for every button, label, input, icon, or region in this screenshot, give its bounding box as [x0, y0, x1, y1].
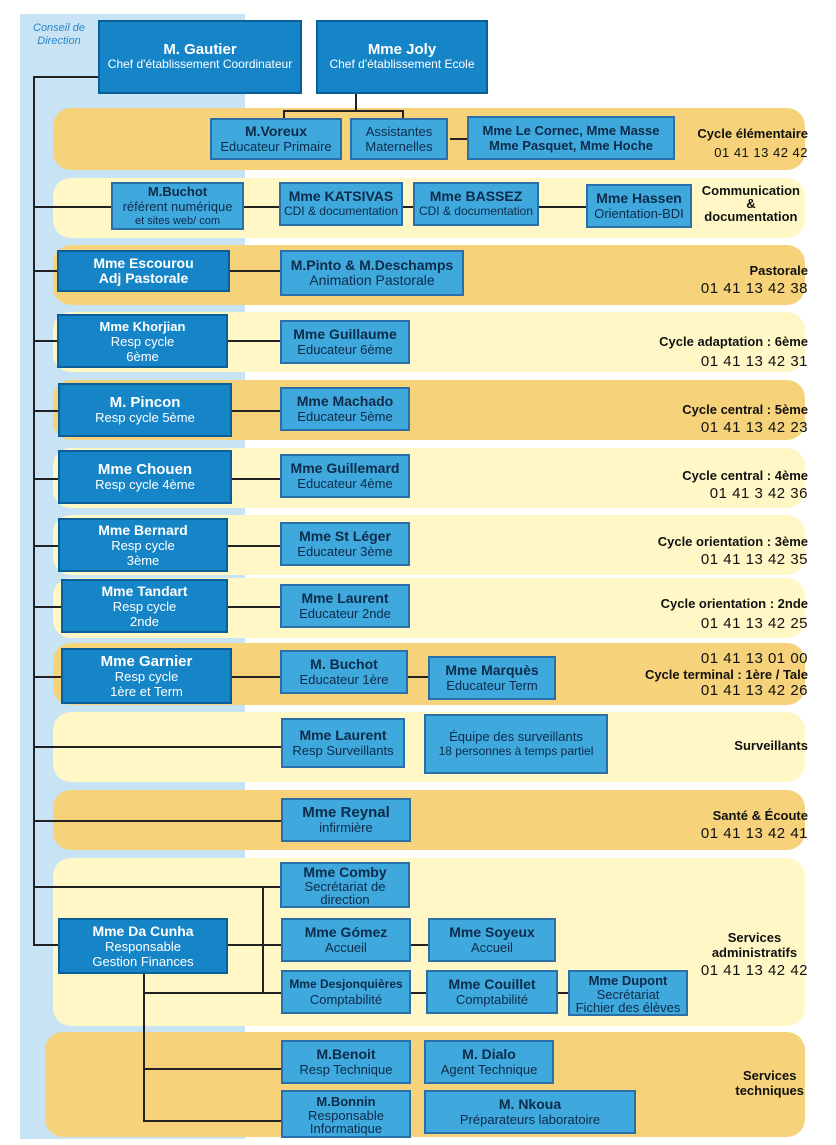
- cycle-terminal-label: 01 41 13 01 00 Cycle terminal : 1ère / Tale 01 41 13 42 26: [644, 650, 808, 699]
- desjonquieres-box[interactable]: Mme Desjonquières Comptabilité: [281, 970, 411, 1014]
- line-row-4: [33, 478, 58, 480]
- line-terminal-link2: [408, 676, 430, 678]
- bassez-box[interactable]: Mme BASSEZ CDI & documentation: [413, 182, 539, 226]
- pinto-deschamps-box[interactable]: M.Pinto & M.Deschamps Animation Pastorale: [280, 250, 464, 296]
- line-row-2nde: [33, 606, 61, 608]
- buchot-numerique-box[interactable]: M.Buchot référent numérique et sites web/ com: [111, 182, 244, 230]
- line-6-link: [228, 340, 280, 342]
- line-row-6: [33, 340, 58, 342]
- line-row-surveillants: [33, 746, 281, 748]
- assistantes-box[interactable]: Assistantes Maternelles: [350, 118, 448, 160]
- line-row-dacunha: [33, 944, 61, 946]
- machado-box[interactable]: Mme Machado Educateur 5ème: [280, 387, 410, 431]
- line-2nde-link: [228, 606, 280, 608]
- line-tech-vertical: [143, 972, 145, 1122]
- hassen-box[interactable]: Mme Hassen Orientation-BDI: [586, 184, 692, 228]
- line-tech-bonnin: [143, 1120, 281, 1122]
- line-row-terminal: [33, 676, 61, 678]
- nkoua-box[interactable]: M. Nkoua Préparateurs laboratoire: [424, 1090, 636, 1134]
- line-dacunha-gomez: [228, 944, 281, 946]
- garnier-box[interactable]: Mme Garnier Resp cycle 1ère et Term: [61, 648, 232, 704]
- line-admin-vertical: [262, 886, 264, 992]
- line-row-communication: [33, 206, 111, 208]
- line-pastorale-link: [230, 270, 280, 272]
- line-row-comby: [33, 886, 281, 888]
- gautier-box[interactable]: M. Gautier Chef d'établissement Coordinateur: [98, 20, 302, 94]
- dacunha-box[interactable]: Mme Da Cunha Responsable Gestion Finances: [58, 918, 228, 974]
- guillaume-box[interactable]: Mme Guillaume Educateur 6ème: [280, 320, 410, 364]
- services-techniques-label: Services techniques: [735, 1068, 804, 1098]
- line-to-gautier: [33, 76, 98, 78]
- pincon-box[interactable]: M. Pincon Resp cycle 5ème: [58, 383, 232, 437]
- buchot-1ere-box[interactable]: M. Buchot Educateur 1ère: [280, 650, 408, 694]
- line-to-voreux: [283, 110, 285, 118]
- lecornec-box[interactable]: Mme Le Cornec, Mme Masse Mme Pasquet, Mme Hoche: [467, 116, 675, 160]
- couillet-box[interactable]: Mme Couillet Comptabilité: [426, 970, 558, 1014]
- line-admin-compta: [143, 992, 281, 994]
- line-3-link: [228, 545, 280, 547]
- soyeux-box[interactable]: Mme Soyeux Accueil: [428, 918, 556, 962]
- escourou-box[interactable]: Mme Escourou Adj Pastorale: [57, 250, 230, 292]
- reynal-box[interactable]: Mme Reynal infirmière: [281, 798, 411, 842]
- laurent-2nde-box[interactable]: Mme Laurent Educateur 2nde: [280, 584, 410, 628]
- comby-box[interactable]: Mme Comby Secrétariat de direction: [280, 862, 410, 908]
- gomez-box[interactable]: Mme Gómez Accueil: [281, 918, 411, 962]
- cycle-4-label: Cycle central : 4ème 01 41 3 42 36: [682, 468, 808, 502]
- line-4-link: [232, 478, 280, 480]
- guillemard-box[interactable]: Mme Guillemard Educateur 4ème: [280, 454, 410, 498]
- line-row-pastorale: [33, 270, 58, 272]
- cycle-elementaire-label: Cycle élémentaire 01 41 13 42 42: [697, 126, 808, 160]
- line-terminal-link: [232, 676, 280, 678]
- laurent-surveillants-box[interactable]: Mme Laurent Resp Surveillants: [281, 718, 405, 768]
- khorjian-box[interactable]: Mme Khorjian Resp cycle 6ème: [57, 314, 228, 368]
- equipe-surveillants-box[interactable]: Équipe des surveillants 18 personnes à temps partiel: [424, 714, 608, 774]
- cycle-3-label: Cycle orientation : 3ème 01 41 13 42 35: [657, 534, 808, 568]
- cycle-5-label: Cycle central : 5ème 01 41 13 42 23: [682, 402, 808, 436]
- katsivas-box[interactable]: Mme KATSIVAS CDI & documentation: [279, 182, 403, 226]
- line-tech-benoit: [143, 1068, 281, 1070]
- conseil-direction-label: Conseil de Direction: [33, 22, 85, 47]
- marques-box[interactable]: Mme Marquès Educateur Term: [428, 656, 556, 700]
- services-administratifs-label: Services administratifs 01 41 13 42 42: [700, 930, 808, 979]
- benoit-box[interactable]: M.Benoit Resp Technique: [281, 1040, 411, 1084]
- line-row-5: [33, 410, 58, 412]
- bernard-box[interactable]: Mme Bernard Resp cycle 3ème: [58, 518, 228, 572]
- sante-label: Santé & Écoute 01 41 13 42 41: [700, 808, 808, 842]
- communication-label: Communication & documentation: [701, 183, 800, 224]
- surveillants-label: Surveillants: [734, 738, 808, 753]
- cycle-6-label: Cycle adaptation : 6ème 01 41 13 42 31: [659, 334, 808, 370]
- cycle-2nde-label: Cycle orientation : 2nde 01 41 13 42 25: [660, 596, 808, 632]
- dialo-box[interactable]: M. Dialo Agent Technique: [424, 1040, 554, 1084]
- bonnin-box[interactable]: M.Bonnin Responsable Informatique: [281, 1090, 411, 1138]
- line-elementaire-branch: [283, 110, 403, 112]
- line-to-assistantes: [402, 110, 404, 118]
- chouen-box[interactable]: Mme Chouen Resp cycle 4ème: [58, 450, 232, 504]
- tandart-box[interactable]: Mme Tandart Resp cycle 2nde: [61, 579, 228, 633]
- line-5-link: [232, 410, 280, 412]
- joly-box[interactable]: Mme Joly Chef d'établissement Ecole: [316, 20, 488, 94]
- st-leger-box[interactable]: Mme St Léger Educateur 3ème: [280, 522, 410, 566]
- dupont-box[interactable]: Mme Dupont Secrétariat Fichier des élèves: [568, 970, 688, 1016]
- voreux-box[interactable]: M.Voreux Educateur Primaire: [210, 118, 342, 160]
- line-row-3: [33, 545, 58, 547]
- line-row-sante: [33, 820, 281, 822]
- line-to-lecornec: [450, 138, 467, 140]
- pastorale-label: Pastorale 01 41 13 42 38: [700, 263, 808, 297]
- line-joly-down: [355, 93, 357, 110]
- line-gomez-soyeux: [410, 944, 428, 946]
